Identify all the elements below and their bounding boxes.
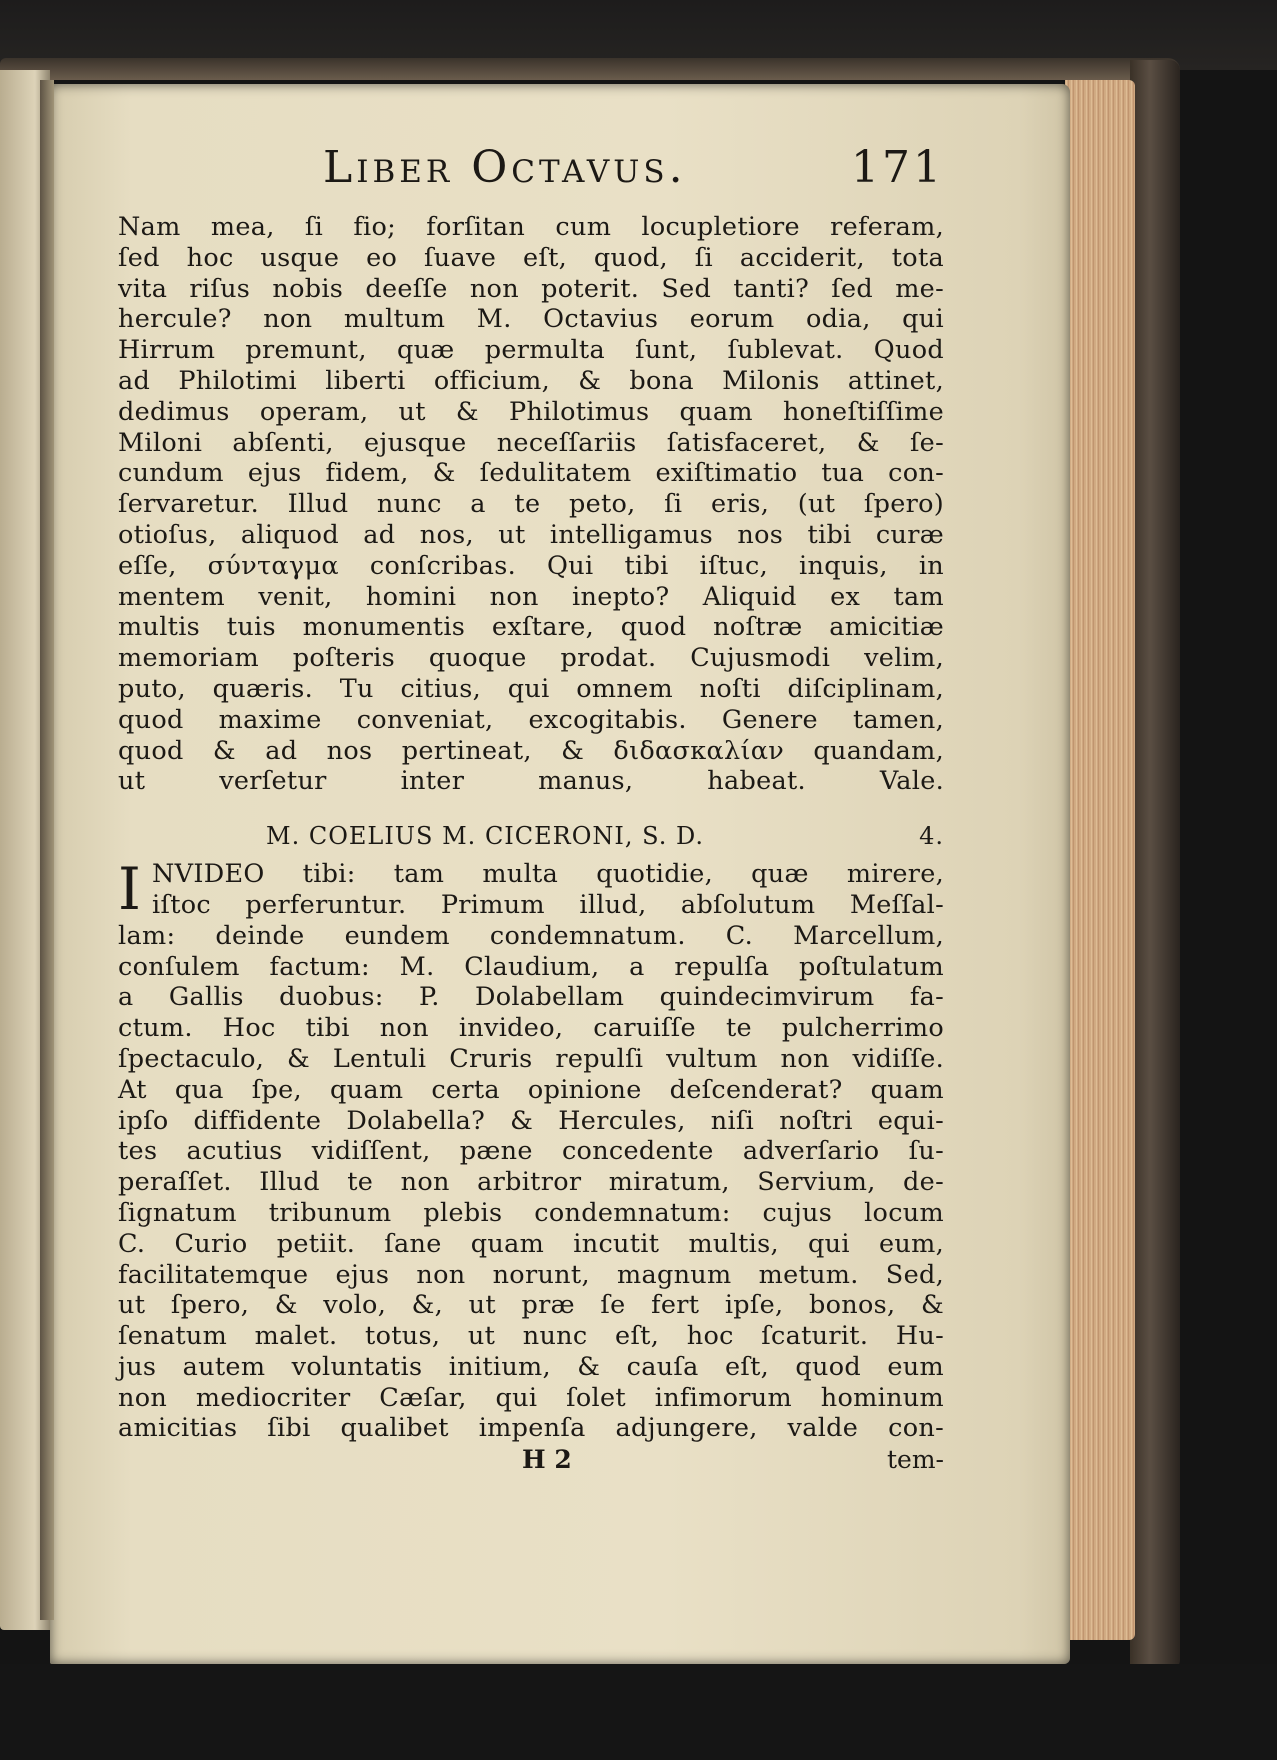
text-line: conſulem factum: M. Claudium, a repulſa poſtulatum [118, 951, 944, 982]
text-line: eſſe, σύνταγμα conſcribas. Qui tibi iſtuc, inquis, in [118, 550, 944, 581]
text-line: ut ſpero, & volo, &, ut præ ſe fert ipſe, bonos, & [118, 1290, 944, 1321]
text-line: jus autem voluntatis initium, & cauſa eſt, quod eum [118, 1351, 944, 1382]
letter-4-address: M. COELIUS M. CICERONI, S. D. [266, 822, 705, 851]
page-text [118, 142, 944, 1476]
text-line: otioſus, aliquod ad nos, ut intelligamus nos tibi curæ [118, 519, 944, 550]
text-line: non mediocriter Cæſar, qui ſolet infimorum hominum [118, 1382, 944, 1413]
text-line: facilitatemque ejus non norunt, magnum metum. Sed, [118, 1259, 944, 1290]
text-line: C. Curio petiit. ſane quam incutit multis, qui eum, [118, 1228, 944, 1259]
text-line: ctum. Hoc tibi non invideo, caruiſſe te pulcherrimo [118, 1013, 944, 1044]
text-line: ut verſetur inter manus, habeat. Vale. [118, 766, 944, 797]
running-head [118, 142, 944, 212]
page-footer [118, 1444, 944, 1476]
text-line: hercule? non multum M. Octavius eorum odia, qui [118, 304, 944, 335]
text-line: ad Philotimi liberti officium, & bona Milonis attinet, [118, 365, 944, 396]
text-line: ſignatum tribunum plebis condemnatum: cujus locum [118, 1197, 944, 1228]
text-line: ſed hoc usque eo ſuave eſt, quod, ſi acciderit, tota [118, 242, 944, 273]
page-block-edges [1065, 80, 1135, 1640]
book-cover-top-edge [0, 58, 1180, 80]
text-line: vita riſus nobis deeſſe non poterit. Sed tanti? ſed me- [118, 273, 944, 304]
text-line: peraſſet. Illud te non arbitror miratum, Servium, de- [118, 1167, 944, 1198]
text-line: multis tuis monumentis exſtare, quod noſtræ amicitiæ [118, 612, 944, 643]
backdrop-bottom [0, 1664, 1277, 1760]
signature-mark: H 2 [522, 1445, 572, 1475]
letter-4-number: 4. [919, 822, 944, 851]
text-line: a Gallis duobus: P. Dolabellam quindecimvirum fa- [118, 982, 944, 1013]
text-line: Hirrum premunt, quæ permulta ſunt, ſublevat. Quod [118, 335, 944, 366]
text-line: dedimus operam, ut & Philotimus quam honeſtiſſime [118, 396, 944, 427]
page-number: 171 [851, 142, 944, 193]
text-line: At qua ſpe, quam certa opinione deſcenderat? quam [118, 1074, 944, 1105]
text-line: tes acutius vidiſſent, pæne concedente adverſario ſu- [118, 1136, 944, 1167]
text-line: lam: deinde eundem condemnatum. C. Marcellum, [118, 920, 944, 951]
text-line: memoriam poſteris quoque prodat. Cujusmodi velim, [118, 643, 944, 674]
running-title: Liber Octavus. [323, 142, 687, 193]
letter-4-opening [118, 855, 944, 924]
letter-4-body [118, 921, 944, 1445]
text-line: ipſo diffidente Dolabella? & Hercules, niſi noſtri equi- [118, 1105, 944, 1136]
letter-4-heading [118, 819, 944, 859]
book-cover-fore-edge [1130, 60, 1180, 1670]
drop-cap: I [118, 855, 141, 924]
text-line: puto, quæris. Tu citius, qui omnem noſti diſciplinam, [118, 673, 944, 704]
catchword: tem- [887, 1445, 944, 1475]
text-line: quod & ad nos pertineat, & διδασκαλίαν quandam, [118, 735, 944, 766]
letter-3-body [118, 212, 944, 797]
text-line: NVIDEO tibi: tam multa quotidie, quæ mirere, [152, 859, 944, 890]
text-line: amicitias ſibi qualibet impenſa adjungere, valde con- [118, 1413, 944, 1444]
text-line: ſervaretur. Illud nunc a te peto, ſi eris, (ut ſpero) [118, 489, 944, 520]
text-line: mentem venit, homini non inepto? Aliquid ex tam [118, 581, 944, 612]
text-line: quod maxime conveniat, excogitabis. Genere tamen, [118, 704, 944, 735]
text-line: ſpectaculo, & Lentuli Cruris repulſi vultum non vidiſſe. [118, 1043, 944, 1074]
text-line: ſenatum malet. totus, ut nunc eſt, hoc ſcaturit. Hu- [118, 1321, 944, 1352]
text-line: Nam mea, ſi fio; forſitan cum locupletiore referam, [118, 212, 944, 242]
text-line: cundum ejus fidem, & ſedulitatem exiſtimatio tua con- [118, 458, 944, 489]
text-line: Miloni abſenti, ejusque neceſſariis ſatisfaceret, & ſe- [118, 427, 944, 458]
book-gutter [40, 80, 54, 1620]
text-line: iſtoc perferuntur. Primum illud, abſolutum Meſſal- [152, 889, 944, 920]
